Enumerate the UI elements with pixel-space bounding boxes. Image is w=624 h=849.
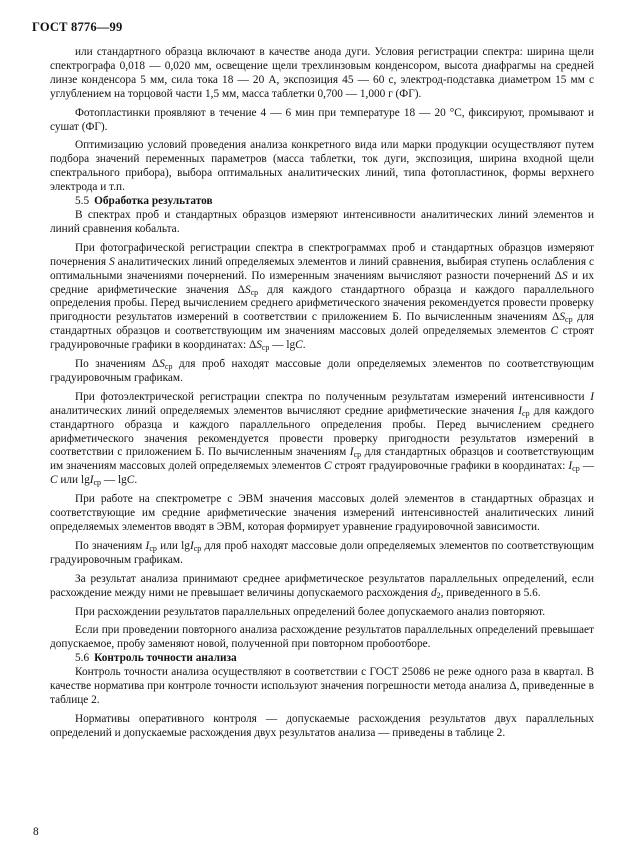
paragraph: При фотографической регистрации спектра в спектрограммах проб и стандартных образцов измеряют почернения S аналитических линий определяемых элементов и линий сравнения, выбирая ступень ослабления с оптимальными значениями почернений. По измеренным значениям вычисляют разности почернений ΔS и их средние арифметические значения $\Delta S_{ср}$ для каждого стандартного образца и каждого параллельного определения пробы. Перед вычислением среднего арифметического значения рекомендуется провести проверку пригодности результатов измерений в соответствии с приложением Б. По вычисленным значениям $\Delta S_{ср}$ для стандартных образцов и соответствующим им значениям массовых долей определяемых элементов C строят градуировочные графики в координатах: $\Delta S_{ср}$ — lgC. [50, 241, 594, 353]
section-number: 5.5 [75, 195, 90, 208]
paragraph: При расхождении результатов параллельных определений более допускаемого анализ повторяют. [75, 605, 546, 618]
section-number: 5.6 [75, 652, 90, 665]
paragraph: Нормативы оперативного контроля — допускаемые расхождения результатов двух параллельных определений и допускаемые расхождения двух результатов анализа — приведены в таблице 2. [50, 712, 594, 739]
paragraph: По значениям $\Delta S_{ср}$ для проб находят массовые доли определяемых элементов по соответствующим градуировочным графикам. [50, 358, 595, 384]
paragraph: В спектрах проб и стандартных образцов измеряют интенсивности аналитических линий элементов и линий сравнения кобальта. [50, 208, 594, 235]
paragraph: Если при проведении повторного анализа расхождение результатов параллельных определений превышает допускаемое, пробу заменяют новой, полученной при повторном пробоотборе. [50, 624, 594, 651]
paragraph: По значениям $I_{ср}$ или lgI$_{ср}$ для проб находят массовые доли определяемых элементов по соответствующим градуировочным графикам. [50, 539, 594, 566]
paragraph: Контроль точности анализа осуществляют в соответствии с ГОСТ 25086 не реже одного раза в квартал. В качестве норматива при контроле точности используют значения погрешности метода анализа Δ, приведенные в таблице 2. [50, 666, 594, 706]
page-header-title: ГОСТ 8776—99 [32, 20, 123, 34]
paragraph: При фотоэлектрической регистрации спектра по полученным результатам измерений интенсивности I аналитических линий определяемых элементов вычисляют средние арифметические значения $I_{ср}$ для каждого стандартного образца и каждого параллельного определения пробы. Перед вычислением среднего арифметического значения рекомендуется провести проверку пригодности результатов измерений в соответствии с приложением Б. По вычисленным значениям $I_{ср}$ для стандартных образцов и соответствующим им значениям массовых долей определяемых элементов C строят градуировочные графики в координатах: $I_{ср}$ — C или lgI$_{ср}$ — lgC. [50, 390, 594, 488]
section-title: Контроль точности анализа [94, 652, 237, 665]
page-number: 8 [33, 826, 39, 838]
section-title: Обработка результатов [94, 195, 213, 208]
paragraph: или стандартного образца включают в качестве анода дуги. Условия регистрации спектра: ширина щели спектрографа 0,018 — 0,020 мм, освещение щели трехлинзовым конденсором, высота диафрагмы на средней линзе конденсора 5 мм, сила тока 18 — 20 А, экспозиция 45 — 60 с, электрод-подставка диаметром 15 мм с углублением на торцовой части 1,5 мм, масса таблетки 0,700 — 1,000 г (ФГ). [50, 46, 594, 100]
section-heading-5-5 [50, 195, 594, 209]
paragraph: Оптимизацию условий проведения анализа конкретного вида или марки продукции осуществляют путем подбора значений переменных параметров (масса таблетки, ток дуги, экспозиция, ширина входной щели спектрального прибора), выбора оптимальных аналитических линий, типа фотопластинок, формы верхнего электрода и т.п. [50, 139, 594, 194]
paragraph: За результат анализа принимают среднее арифметическое результатов параллельных определений, если расхождение между ними не превышает величины допускаемого расхождения $d_2$, приведенного в 5.6. [50, 572, 594, 600]
document-body [50, 46, 594, 741]
section-heading-5-6 [50, 652, 594, 666]
paragraph: Фотопластинки проявляют в течение 4 — 6 мин при температуре 18 — 20 °С, фиксируют, промывают и сушат (ФГ). [50, 106, 594, 133]
paragraph: При работе на спектрометре с ЭВМ значения массовых долей элементов в стандартных образцах и соответствующие им средние арифметические значения измерений интенсивностей аналитических линий определяемых элементов вводят в ЭВМ, которая формирует уравнение градуировочной зависимости. [50, 493, 594, 533]
